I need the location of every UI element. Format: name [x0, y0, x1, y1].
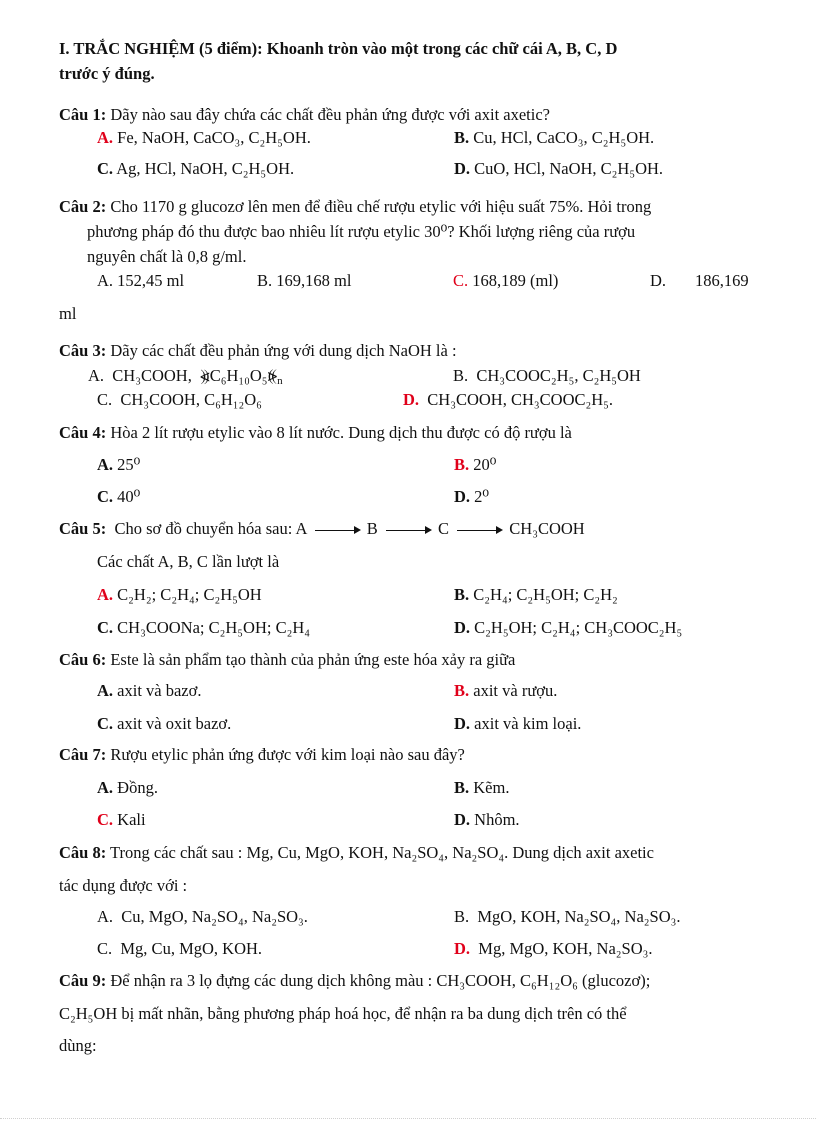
question-7 [59, 742, 759, 768]
q5-option-d[interactable]: D. C₂H₅OH; C₂H₄; CH₃COOC₂H₅ [454, 618, 683, 637]
question-label: Câu 8: [59, 843, 107, 862]
question-text: Dãy các chất đều phản ứng với dung dịch NaOH là : [110, 341, 457, 360]
page-bottom-divider [0, 1118, 816, 1119]
q5-subtext: Các chất A, B, C lần lượt là [97, 552, 280, 571]
q7-option-d[interactable]: D. Nhôm. [454, 810, 520, 829]
question-label: Câu 1: [59, 105, 107, 124]
q6-options-row2 [59, 711, 797, 737]
q1-option-d[interactable]: D. CuO, HCl, NaOH, C₂H₅OH. [454, 159, 664, 178]
q2-option-c[interactable]: C. 168,189 (ml) [453, 271, 559, 290]
question-text: Cho 1170 g glucozơ lên men để điều chế rượu etylic với hiệu suất 75%. Hỏi trong [110, 197, 652, 216]
q6-option-d[interactable]: D. axit và kim loại. [454, 714, 582, 733]
section-title: I. TRẮC NGHIỆM (5 điểm): Khoanh tròn vào một trong các chữ cái A, B, C, D [59, 39, 618, 58]
q7-options-row1 [59, 775, 797, 801]
scheme-node-b: B [366, 519, 378, 538]
scheme-node-c: C [438, 519, 450, 538]
q1-option-c[interactable]: C. Ag, HCl, NaOH, C₂H₅OH. [97, 159, 295, 178]
reaction-arrow-icon [315, 530, 359, 531]
question-label: Câu 2: [59, 197, 107, 216]
q8-option-a[interactable]: A. Cu, MgO, Na₂SO₄, Na₂SO₃. [97, 907, 308, 926]
question-label: Câu 6: [59, 650, 107, 669]
question-label: Câu 3: [59, 341, 107, 360]
question-text: Để nhận ra 3 lọ đựng các dung dịch không màu : CH₃COOH, C₆H₁₂O₆ (glucozơ); [110, 971, 651, 990]
q7-option-c[interactable]: C. Kali [97, 810, 146, 829]
q3-options-row1 [59, 363, 788, 389]
question-text: Este là sản phẩm tạo thành của phản ứng este hóa xảy ra giữa [110, 650, 516, 669]
polymer-close-bracket: ⦕ [267, 366, 278, 385]
reaction-arrow-icon [386, 530, 430, 531]
q7-option-b[interactable]: B. Kẽm. [454, 778, 510, 797]
question-label: Câu 7: [59, 745, 107, 764]
section-title-line2: trước ý đúng. [59, 64, 155, 83]
q2-line2: phương pháp đó thu được bao nhiêu lít rượu etylic 30⁰? Khối lượng riêng của rượu [87, 222, 636, 241]
q3-options-row2 [59, 387, 797, 413]
q2-option-d-unit: ml [59, 304, 77, 323]
q9-line2: C₂H₅OH bị mất nhãn, bằng phương pháp hoá học, để nhận ra ba dung dịch trên có thể [59, 1004, 627, 1023]
q2-option-d[interactable]: D. [650, 271, 667, 290]
q5-option-c[interactable]: C. CH₃COONa; C₂H₅OH; C₂H₄ [97, 618, 311, 637]
question-label: Câu 4: [59, 423, 107, 442]
q6-options-row1 [59, 678, 797, 704]
q2-option-b[interactable]: B. 169,168 ml [257, 271, 352, 290]
q1-options-row2 [59, 156, 797, 182]
q8-option-c[interactable]: C. Mg, Cu, MgO, KOH. [97, 939, 263, 958]
q4-option-b[interactable]: B. 20⁰ [454, 455, 497, 474]
question-9 [59, 968, 759, 994]
q5-options-row2 [59, 615, 797, 641]
q4-options-row1 [59, 452, 797, 478]
q5-option-a[interactable]: A. C₂H₂; C₂H₄; C₂H₅OH [97, 585, 262, 604]
question-2 [59, 194, 759, 220]
question-label: Câu 5: [59, 519, 107, 538]
question-6 [59, 647, 759, 673]
polymer-open-bracket: ⦖ [200, 366, 210, 385]
question-8 [59, 840, 759, 866]
question-label: Câu 9: [59, 971, 107, 990]
q5-options-row1 [59, 582, 797, 608]
q8-line2: tác dụng được với : [59, 876, 188, 895]
q6-option-c[interactable]: C. axit và oxit bazơ. [97, 714, 232, 733]
q7-options-row2 [59, 807, 797, 833]
question-4 [59, 420, 759, 446]
question-5 [59, 516, 759, 542]
question-3 [59, 338, 759, 364]
q7-option-a[interactable]: A. Đồng. [97, 778, 158, 797]
q2-options [59, 268, 797, 294]
q5-option-b[interactable]: B. C₂H₄; C₂H₅OH; C₂H₂ [454, 585, 618, 604]
q8-options-row1 [59, 904, 797, 930]
q1-option-a[interactable]: A. Fe, NaOH, CaCO₃, C₂H₅OH. [97, 128, 311, 147]
question-text: Hòa 2 lít rượu etylic vào 8 lít nước. Dung dịch thu được có độ rượu là [110, 423, 572, 442]
q3-option-c[interactable]: C. CH₃COOH, C₆H₁₂O₆ [97, 390, 262, 409]
q3-option-a[interactable]: A. CH₃COOH, $⦖C_6H_{10}O_5⦕_n$ [88, 366, 283, 387]
scheme-product: CH₃COOH [509, 519, 585, 538]
q4-options-row2 [59, 484, 797, 510]
question-text: Cho sơ đồ chuyển hóa sau: A [114, 519, 307, 538]
q8-option-b[interactable]: B. MgO, KOH, Na₂SO₄, Na₂SO₃. [454, 907, 681, 926]
q2-line3: nguyên chất là 0,8 g/ml. [87, 247, 247, 266]
q2-option-d-value: 186,169 [695, 271, 749, 290]
q9-line3: dùng: [59, 1036, 97, 1055]
question-text: Trong các chất sau : Mg, Cu, MgO, KOH, Na₂SO₄, Na₂SO₄. Dung dịch axit axetic [110, 843, 654, 862]
question-text: Rượu etylic phản ứng được với kim loại nào sau đây? [110, 745, 465, 764]
q1-option-b[interactable]: B. Cu, HCl, CaCO₃, C₂H₅OH. [454, 128, 655, 147]
question-text: Dãy nào sau đây chứa các chất đều phản ứng được với axit axetic? [110, 105, 550, 124]
q6-option-a[interactable]: A. axit và bazơ. [97, 681, 202, 700]
q8-options-row2 [59, 936, 797, 962]
q1-options-row1 [59, 125, 797, 151]
q3-option-b[interactable]: B. CH₃COOC₂H₅, C₂H₅OH [453, 366, 641, 385]
q4-option-d[interactable]: D. 2⁰ [454, 487, 490, 506]
reaction-arrow-icon [457, 530, 501, 531]
q6-option-b[interactable]: B. axit và rượu. [454, 681, 558, 700]
q4-option-c[interactable]: C. 40⁰ [97, 487, 141, 506]
q2-option-a[interactable]: A. 152,45 ml [97, 271, 185, 290]
q8-option-d[interactable]: D. Mg, MgO, KOH, Na₂SO₃. [454, 939, 653, 958]
q3-option-d[interactable]: D. CH₃COOH, CH₃COOC₂H₅. [403, 390, 614, 409]
q4-option-a[interactable]: A. 25⁰ [97, 455, 141, 474]
